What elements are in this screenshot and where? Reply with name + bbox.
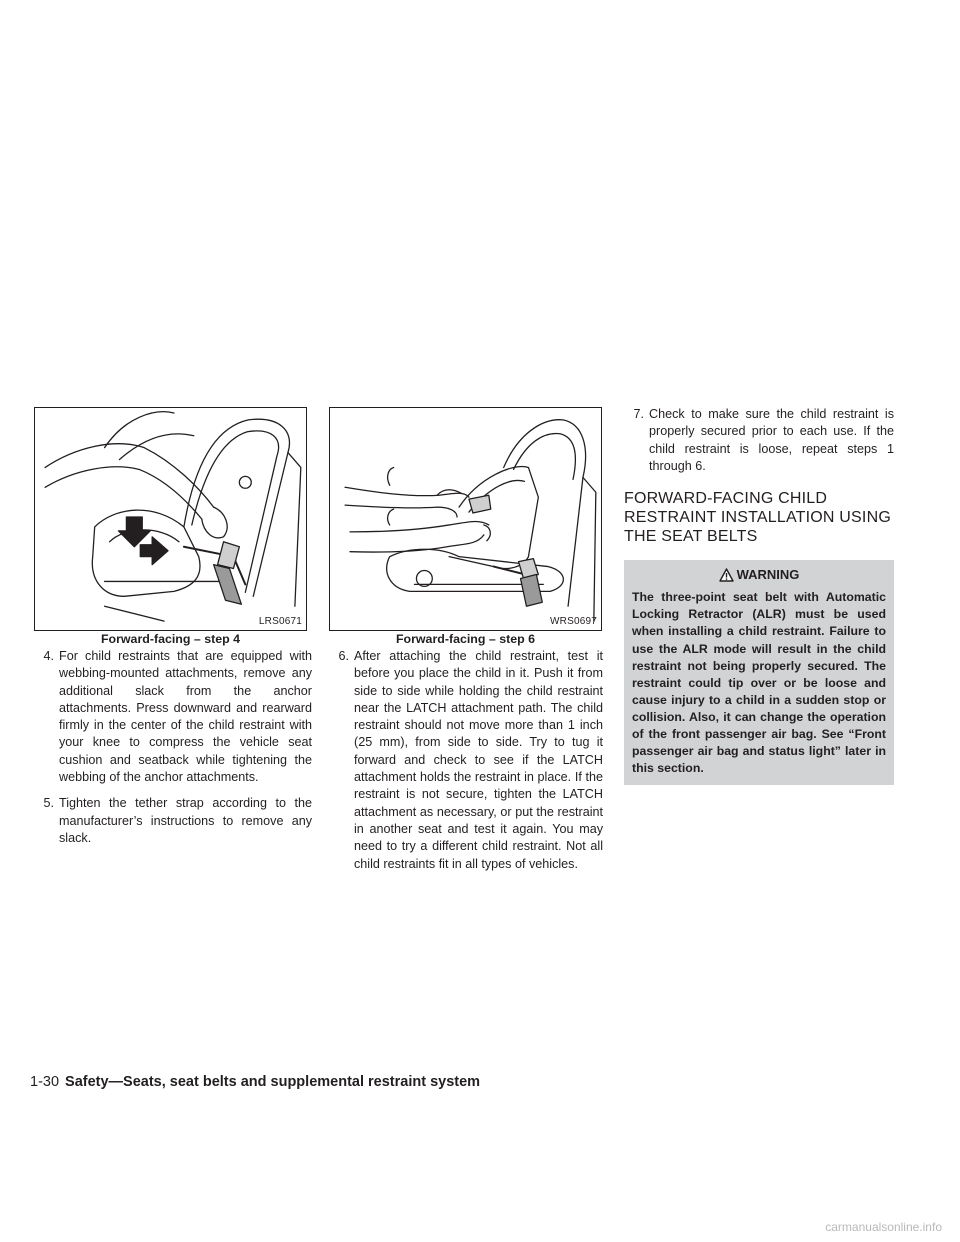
warning-header: [632, 566, 886, 583]
step-number: 6.: [338, 649, 349, 663]
warning-triangle-icon: [719, 568, 734, 582]
figure-caption: Forward-facing – step 6: [395, 632, 536, 646]
warning-label: WARNING: [736, 567, 800, 583]
step-text: Check to make sure the child restraint is properly secured prior to each use. If the child restraint is loose, repeat steps 1 through 6.: [649, 407, 894, 473]
illustration-step-6: [330, 408, 601, 630]
step-text: For child restraints that are equipped with webbing-mounted attachments, remove any additional slack from the anchor attachments. Press downward and rearward firmly in the center of the child restraint with your knee to compress the vehicle seat cushion and seatback while tightening the webbing of the anchor attachments.: [59, 649, 312, 785]
list-item: [624, 406, 894, 475]
column-left: [34, 648, 312, 856]
figure-code: LRS0671: [258, 616, 302, 627]
step-number: 7.: [633, 407, 644, 421]
step-number: 4.: [43, 649, 54, 663]
list-item: [329, 648, 603, 873]
warning-box: [624, 560, 894, 785]
figure-forward-facing-step-6: [329, 407, 602, 631]
watermark: carmanualsonline.info: [825, 1220, 942, 1234]
column-middle: [329, 648, 603, 882]
figure-forward-facing-step-4: [34, 407, 307, 631]
step-number: 5.: [43, 796, 54, 811]
warning-text: The three-point seat belt with Automatic Locking Retractor (ALR) must be used when installing a child restraint. Failure to use the ALR mode will result in the child restraint not being properly secured. The restraint could tip over or be loose and cause injury to a child in a sudden stop or collision. Also, it can change the operation of the front passenger air bag. See “Front passenger air bag and status light” later in this section.: [632, 590, 886, 776]
section-title: FORWARD-FACING CHILD RESTRAINT INSTALLATION USING THE SEAT BELTS: [624, 490, 891, 546]
step-text: Tighten the tether strap according to the manufacturer’s instructions to remove any slack.: [59, 796, 312, 845]
figure-caption: Forward-facing – step 4: [100, 632, 241, 646]
footer-section-title: Safety—Seats, seat belts and supplemental restraint system: [65, 1074, 481, 1090]
column-right: [624, 406, 894, 785]
step-text: After attaching the child restraint, test it before you place the child in it. Push it from side to side while holding the child restraint near the LATCH attachment path. The child restraint should not move more than 1 inch (25 mm), from side to side. Try to tug it forward and check to see if the LATCH attachment holds the restraint in place. If the restraint is not secure, tighten the LATCH attachment as necessary, or put the restraint in another seat and test it again. You may need to try a different child restraint. Not all child restraints fit in all types of vehicles.: [354, 649, 603, 871]
page-footer: [30, 1074, 480, 1090]
figure-code: WRS0697: [550, 616, 597, 627]
list-item: [34, 648, 312, 786]
list-item: [34, 795, 312, 847]
illustration-step-4: [35, 408, 306, 630]
page-number: 1-30: [30, 1074, 60, 1090]
